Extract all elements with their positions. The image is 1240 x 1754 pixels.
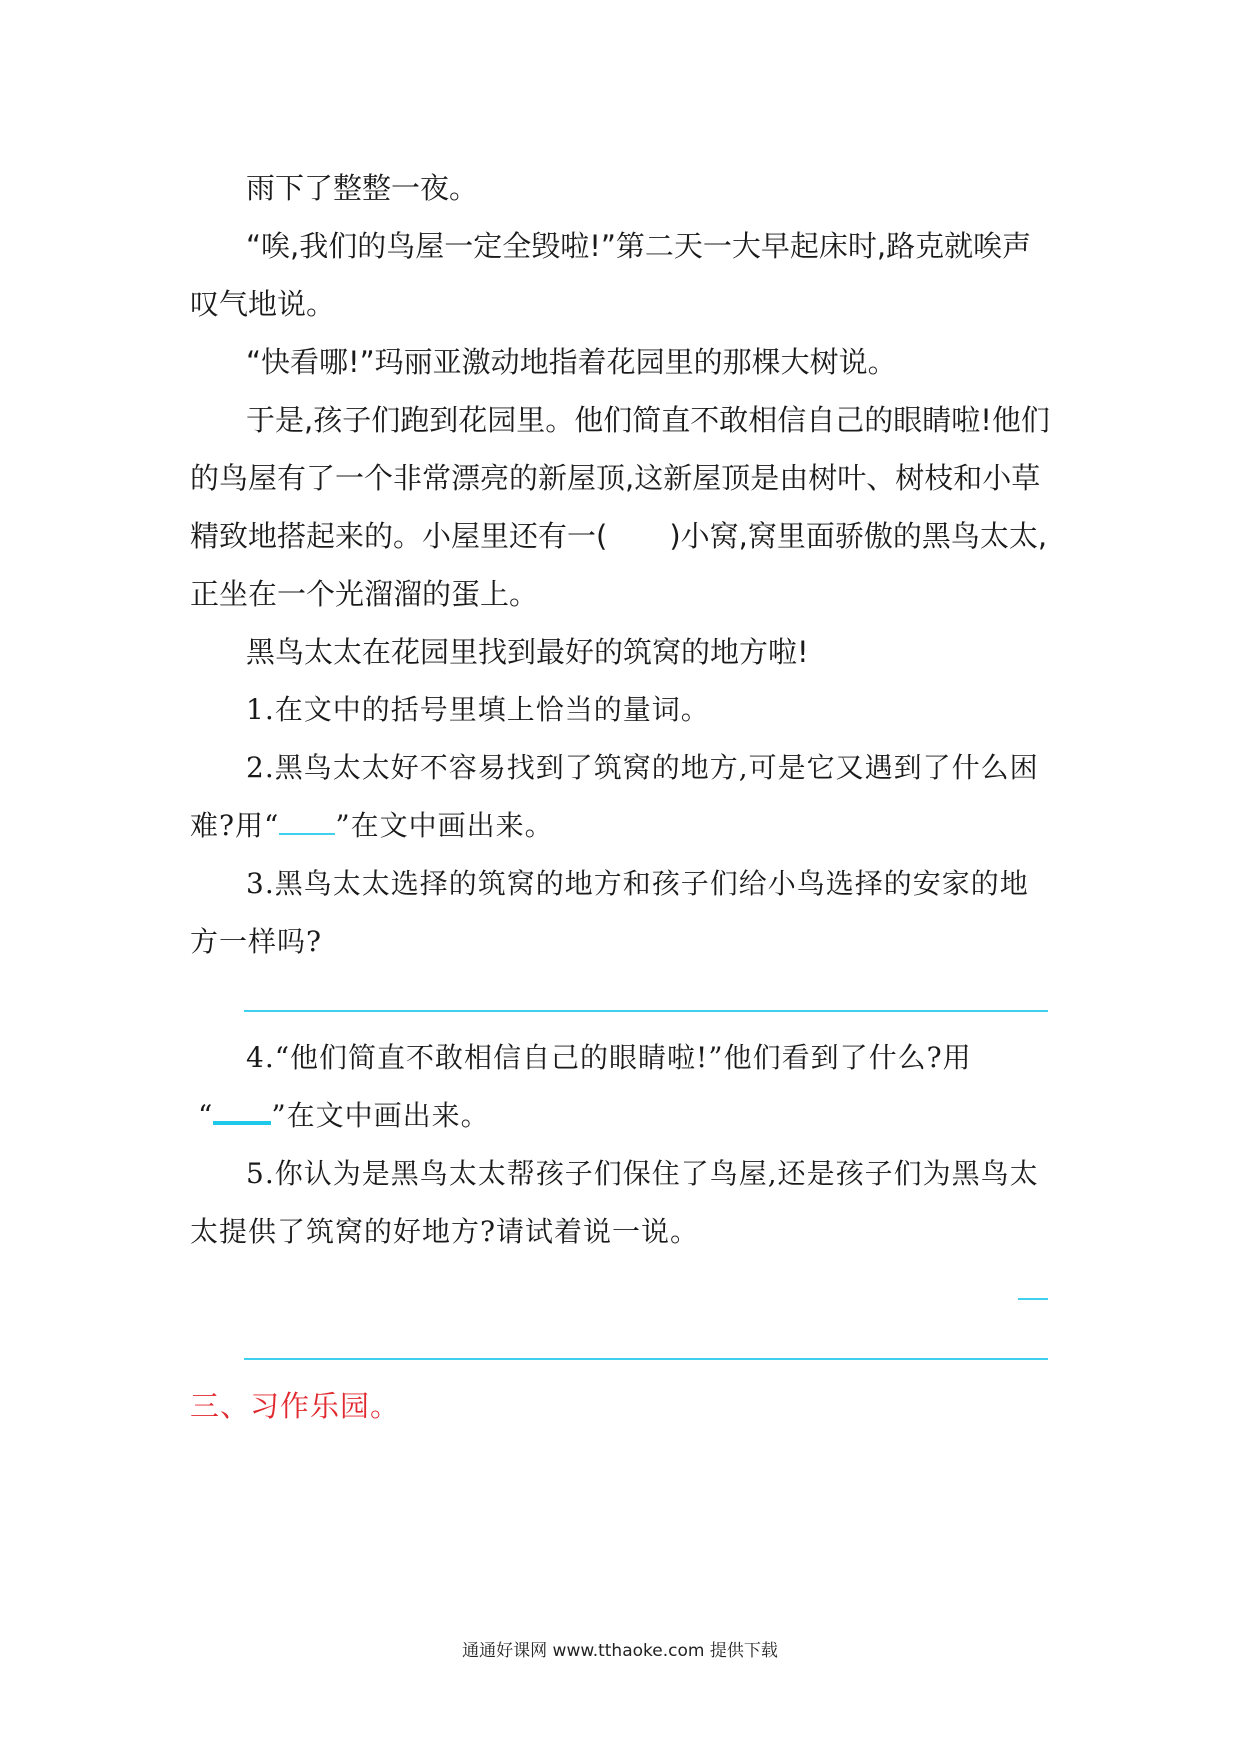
question-1: 1.在文中的括号里填上恰当的量词。	[246, 693, 710, 726]
question-2-line-1: 2.黑鸟太太好不容易找到了筑窝的地方,可是它又遇到了什么困	[246, 751, 1039, 784]
passage-text-before-blank: 精致地搭起来的。小屋里还有一(	[190, 519, 608, 553]
passage-paragraph-2-line-2: 叹气地说。	[190, 287, 336, 321]
passage-paragraph-4-line-3	[190, 516, 1047, 556]
question-4-line-2	[198, 1096, 490, 1136]
answer-line-question-5[interactable]	[244, 1358, 1048, 1360]
question-5-line-2: 太提供了筑窝的好地方?请试着说一说。	[190, 1215, 700, 1248]
page-footer: 通通好课网 www.tthaoke.com 提供下载	[462, 1641, 778, 1661]
passage-paragraph-2-line-1: “唉,我们的鸟屋一定全毁啦!”第二天一大早起床时,路克就唉声	[246, 229, 1032, 263]
question-3-line-2: 方一样吗?	[190, 925, 323, 958]
passage-paragraph-4-line-4: 正坐在一个光溜溜的蛋上。	[190, 577, 539, 611]
question-3-line-1: 3.黑鸟太太选择的筑窝的地方和孩子们给小鸟选择的安家的地	[246, 867, 1029, 900]
passage-paragraph-4-line-2: 的鸟屋有了一个非常漂亮的新屋顶,这新屋顶是由树叶、树枝和小草	[190, 461, 1041, 495]
question-2-text-pre: 难?用“	[190, 809, 280, 842]
passage-text-after-blank: )小窝,窝里面骄傲的黑鸟太太,	[669, 519, 1048, 553]
question-4-line-1: 4.“他们简直不敢相信自己的眼睛啦!”他们看到了什么?用	[246, 1041, 972, 1074]
passage-paragraph-3: “快看哪!”玛丽亚激动地指着花园里的那棵大树说。	[246, 345, 897, 379]
question-2-text-post: ”在文中画出来。	[335, 809, 554, 842]
answer-line-question-3[interactable]	[244, 1010, 1048, 1012]
passage-paragraph-5: 黑鸟太太在花园里找到最好的筑窝的地方啦!	[246, 635, 809, 669]
underline-sample-blank-bold	[213, 1097, 271, 1125]
question-2-line-2	[190, 806, 554, 846]
passage-paragraph-1: 雨下了整整一夜。	[246, 171, 479, 205]
question-5-line-1: 5.你认为是黑鸟太太帮孩子们保住了鸟屋,还是孩子们为黑鸟太	[246, 1157, 1039, 1190]
question-4-text-pre: “	[198, 1099, 214, 1132]
underline-sample-blank	[279, 809, 335, 835]
section-title: 三、习作乐园。	[190, 1389, 401, 1423]
answer-line-question-5-short[interactable]	[1018, 1298, 1048, 1300]
question-4-text-post: ”在文中画出来。	[271, 1099, 490, 1132]
passage-paragraph-4-line-1: 于是,孩子们跑到花园里。他们简直不敢相信自己的眼睛啦!他们	[246, 403, 1050, 437]
